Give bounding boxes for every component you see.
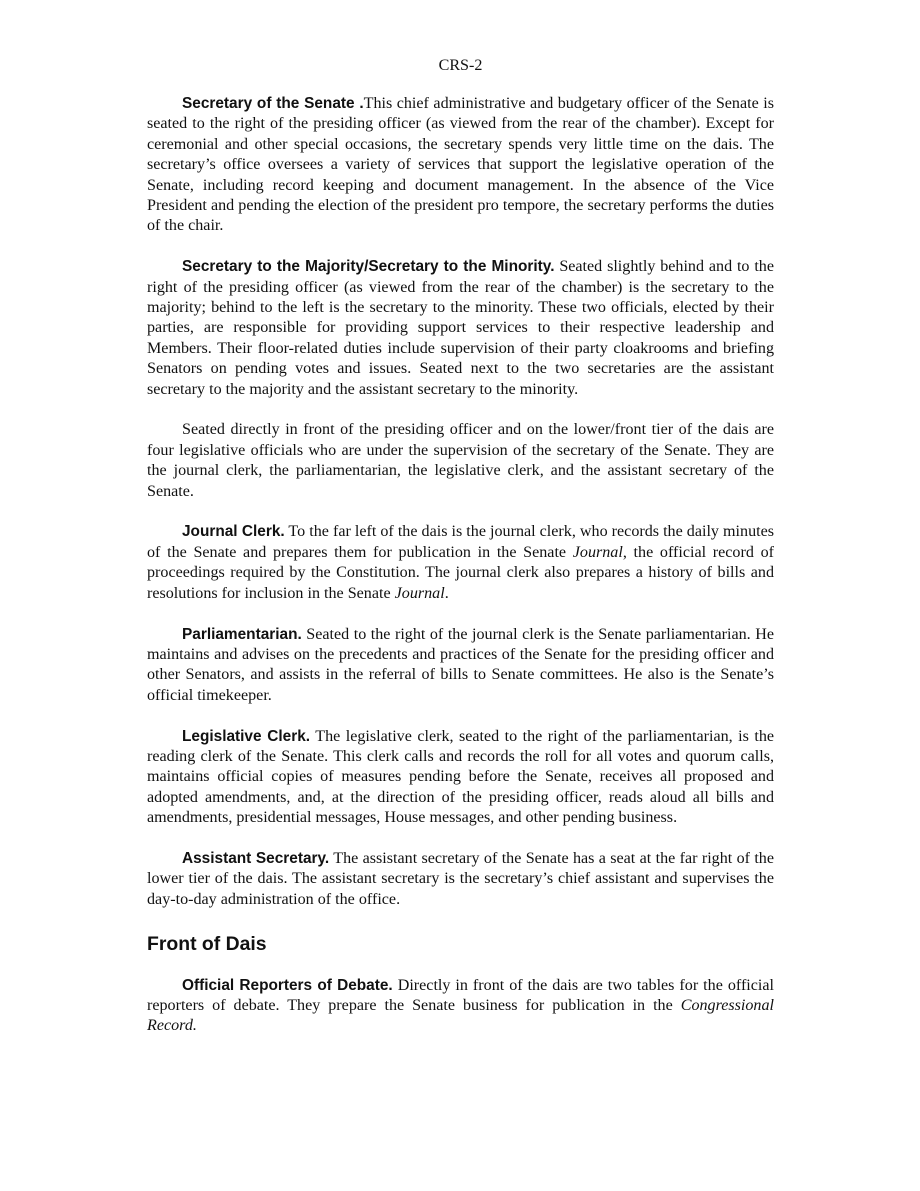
congressional-record-title: Congressional Record.: [147, 996, 774, 1035]
paragraph-parliamentarian: [147, 625, 774, 707]
paragraph-secretary-of-the-senate: [147, 94, 774, 237]
paragraph-journal-clerk: [147, 522, 774, 604]
paragraph-text: To the far left of the dais is the journal clerk, who records the daily minutes of the Senate and prepares them for publication in the Senate: [147, 523, 774, 561]
paragraph-text: The assistant secretary of the Senate has a seat at the far right of the lower tier of the dais. The assistant secretary is the secretary’s chief assistant and supervises the day-to-day administration of the office.: [147, 849, 774, 908]
paragraph-legislative-officials: [147, 420, 774, 502]
paragraph-text: Seated slightly behind and to the right of the presiding officer (as viewed from the rear of the chamber) is the secretary to the majority; behind to the left is the secretary to the minority. These two officials, elected by their parties, are responsible for providing support services to their respective leadership and Members. Their floor-related duties include supervision of their party cloakrooms and briefing Senators on pending votes and issues. Seated next to the two secretaries are the assistant secretary to the majority and the assistant secretary to the minority.: [147, 258, 774, 398]
paragraph-text: , the official record of proceedings required by the Constitution. The journal clerk also prepares a history of bills and resolutions for inclusion in the Senate: [147, 543, 774, 602]
paragraph-text: Seated to the right of the journal clerk is the Senate parliamentarian. He maintains and advises on the precedents and practices of the Senate for the presiding officer and other Senators, and assists in the referral of bills to Senate committees. He also is the Senate’s official timekeeper.: [147, 625, 774, 704]
run-in-heading: Secretary to the Majority/Secretary to the Minority.: [182, 258, 555, 276]
run-in-heading: Secretary of the Senate .: [182, 95, 364, 112]
document-body: [147, 94, 774, 1057]
run-in-heading: Assistant Secretary.: [182, 849, 330, 867]
paragraph-legislative-clerk: [147, 727, 774, 829]
paragraph-text: Seated directly in front of the presiding officer and on the lower/front tier of the dais are four legislative officials who are under the supervision of the secretary of the Senate. They are the journal clerk, the parliamentarian, the legislative clerk, and the assistant secretary of the Senate.: [147, 421, 774, 500]
run-in-heading: Legislative Clerk.: [182, 727, 311, 745]
journal-title: Journal: [394, 584, 445, 602]
paragraph-text: Directly in front of the dais are two tables for the official reporters of debate. They prepare the Senate business for publication in the: [147, 976, 775, 1014]
paragraph-secretary-majority-minority: [147, 257, 774, 400]
paragraph-text: This chief administrative and budgetary officer of the Senate is seated to the right of the presiding officer (as viewed from the rear of the chamber). Except for ceremonial and other special occasions, the secretary spends very little time on the dais. The secretary’s office oversees a variety of services that support the legislative operation of the Senate, including record keeping and document management. In the absence of the Vice President and pending the election of the president pro tempore, the secretary performs the duties of the chair.: [147, 95, 774, 235]
run-in-heading: Official Reporters of Debate.: [182, 976, 393, 994]
journal-title: Journal: [572, 543, 623, 561]
paragraph-official-reporters: [147, 976, 774, 1037]
page-number: CRS-2: [438, 57, 483, 74]
paragraph-assistant-secretary: [147, 849, 774, 910]
run-in-heading: Journal Clerk.: [182, 523, 285, 541]
run-in-heading: Parliamentarian.: [182, 625, 302, 643]
paragraph-text: The legislative clerk, seated to the right of the parliamentarian, is the reading clerk of the Senate. This clerk calls and records the roll for all votes and quorum calls, maintains official copies of measures pending before the Senate, receives all proposed and adopted amendments, and, at the direction of the presiding officer, reads aloud all bills and amendments, presidential messages, House messages, and other pending business.: [147, 727, 775, 827]
section-heading: Front of Dais: [147, 932, 267, 955]
paragraph-text: .: [444, 584, 449, 602]
